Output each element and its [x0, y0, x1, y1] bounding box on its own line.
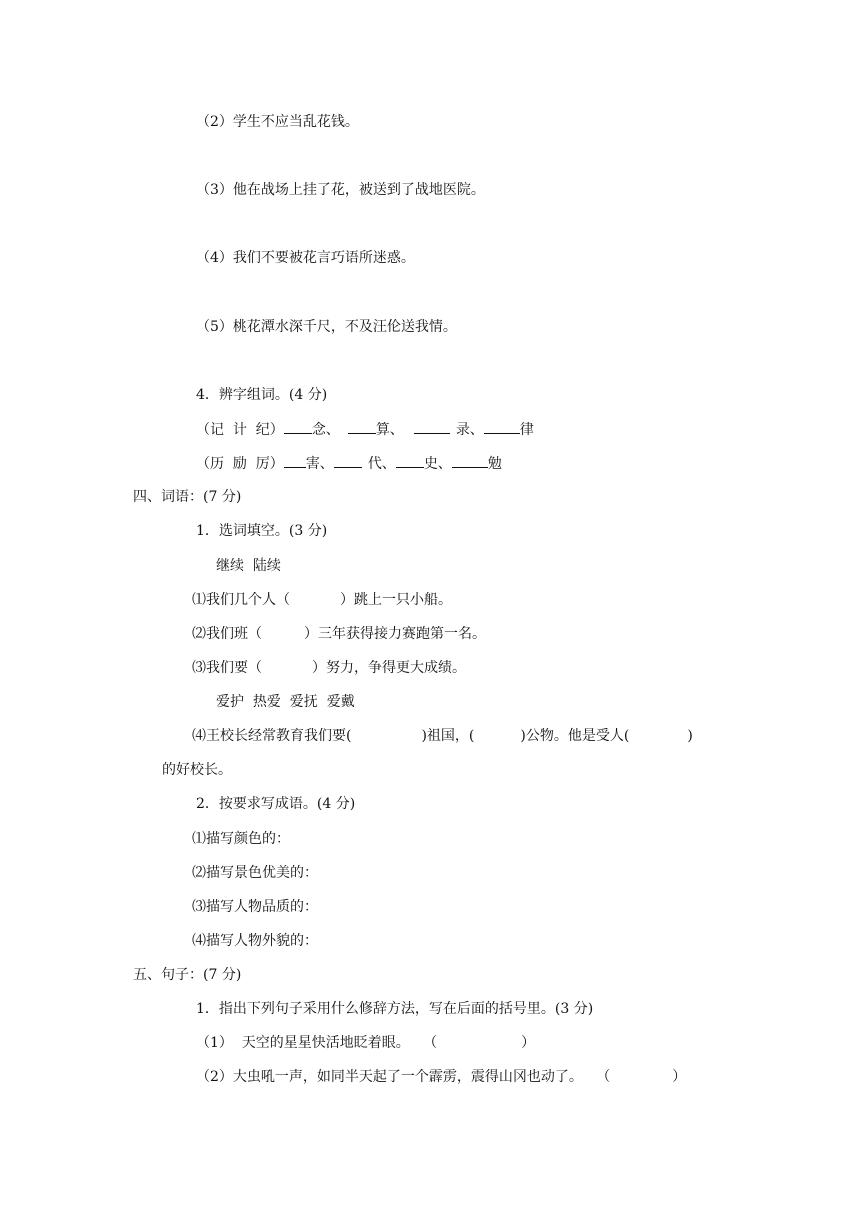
text: ⑶我们要（ [192, 660, 262, 676]
blank[interactable] [348, 420, 376, 434]
text: （1） 天空的星星快活地眨着眼。 （ [196, 1035, 438, 1051]
idiom-1: ⑴描写颜色的： [192, 831, 290, 847]
blank[interactable] [414, 420, 450, 434]
idiom-4: ⑷描写人物外貌的： [192, 933, 318, 949]
q4-word: 念、 [311, 422, 340, 438]
sentence-2: （2）学生不应当乱花钱。 [196, 114, 359, 130]
sentence-5: （5）桃花潭水深千尺，不及汪伦送我情。 [196, 319, 457, 335]
text: ）三年获得接力赛跑第一名。 [304, 626, 486, 642]
q4-row2-chars: （历 励 厉） [196, 456, 284, 472]
q4-word: 代、 [367, 456, 396, 472]
rhetoric-2 [196, 1068, 686, 1086]
idiom-2: ⑵描写景色优美的： [192, 865, 318, 881]
text: ）跳上一只小船。 [340, 592, 452, 608]
rhetoric-1 [196, 1034, 535, 1052]
q4-row-1 [196, 420, 534, 439]
idiom-3: ⑶描写人物品质的： [192, 899, 318, 915]
sentence-4: （4）我们不要被花言巧语所迷惑。 [196, 250, 415, 266]
text: ⑷王校长经常教育我们要( [192, 728, 352, 744]
q4-word: 录、 [455, 422, 484, 438]
q4-row1-chars: （记 计 纪） [196, 422, 284, 438]
text: ⑵我们班（ [192, 626, 262, 642]
section-4-q2-title: 2．按要求写成语。(4 分) [196, 796, 356, 812]
fill-sentence-1 [192, 591, 452, 609]
section-5-q1-title: 1．指出下列句子采用什么修辞方法，写在后面的括号里。(3 分) [196, 1001, 594, 1017]
blank[interactable] [284, 454, 306, 468]
fill-sentence-4 [192, 727, 693, 745]
fill-sentence-4-cont: 的好校长。 [162, 762, 232, 778]
text: （2）大虫吼一声，如同半天起了一个霹雳，震得山冈也动了。 （ [196, 1069, 611, 1085]
section-4-q1-title: 1．选词填空。(3 分) [196, 523, 328, 539]
section-4-heading: 四、词语：(7 分) [133, 489, 242, 505]
fill-sentence-2 [192, 625, 486, 643]
text: ) [687, 728, 693, 744]
blank[interactable] [484, 420, 520, 434]
fill-sentence-3 [192, 659, 466, 677]
sentence-3: （3）他在战场上挂了花，被送到了战地医院。 [196, 182, 485, 198]
word-choices-2: 爱护 热爱 爱抚 爱戴 [216, 694, 355, 710]
q4-word: 算、 [375, 422, 404, 438]
section-5-heading: 五、句子：(7 分) [133, 967, 242, 983]
question-4-title: 4．辨字组词。(4 分) [196, 387, 328, 403]
text: ）努力，争得更大成绩。 [312, 660, 466, 676]
text: ） [672, 1069, 687, 1085]
q4-word: 害、 [305, 456, 334, 472]
text: ⑴我们几个人（ [192, 592, 290, 608]
q4-row-2 [196, 454, 502, 473]
blank[interactable] [396, 454, 424, 468]
text: )祖国，( [421, 728, 475, 744]
word-choices-1: 继续 陆续 [216, 558, 281, 574]
q4-word: 勉 [487, 456, 502, 472]
text: )公物。他是受人( [520, 728, 630, 744]
q4-word: 史、 [423, 456, 452, 472]
text: ） [521, 1035, 536, 1051]
q4-word: 律 [519, 422, 534, 438]
blank[interactable] [452, 454, 488, 468]
blank[interactable] [284, 420, 312, 434]
blank[interactable] [334, 454, 362, 468]
